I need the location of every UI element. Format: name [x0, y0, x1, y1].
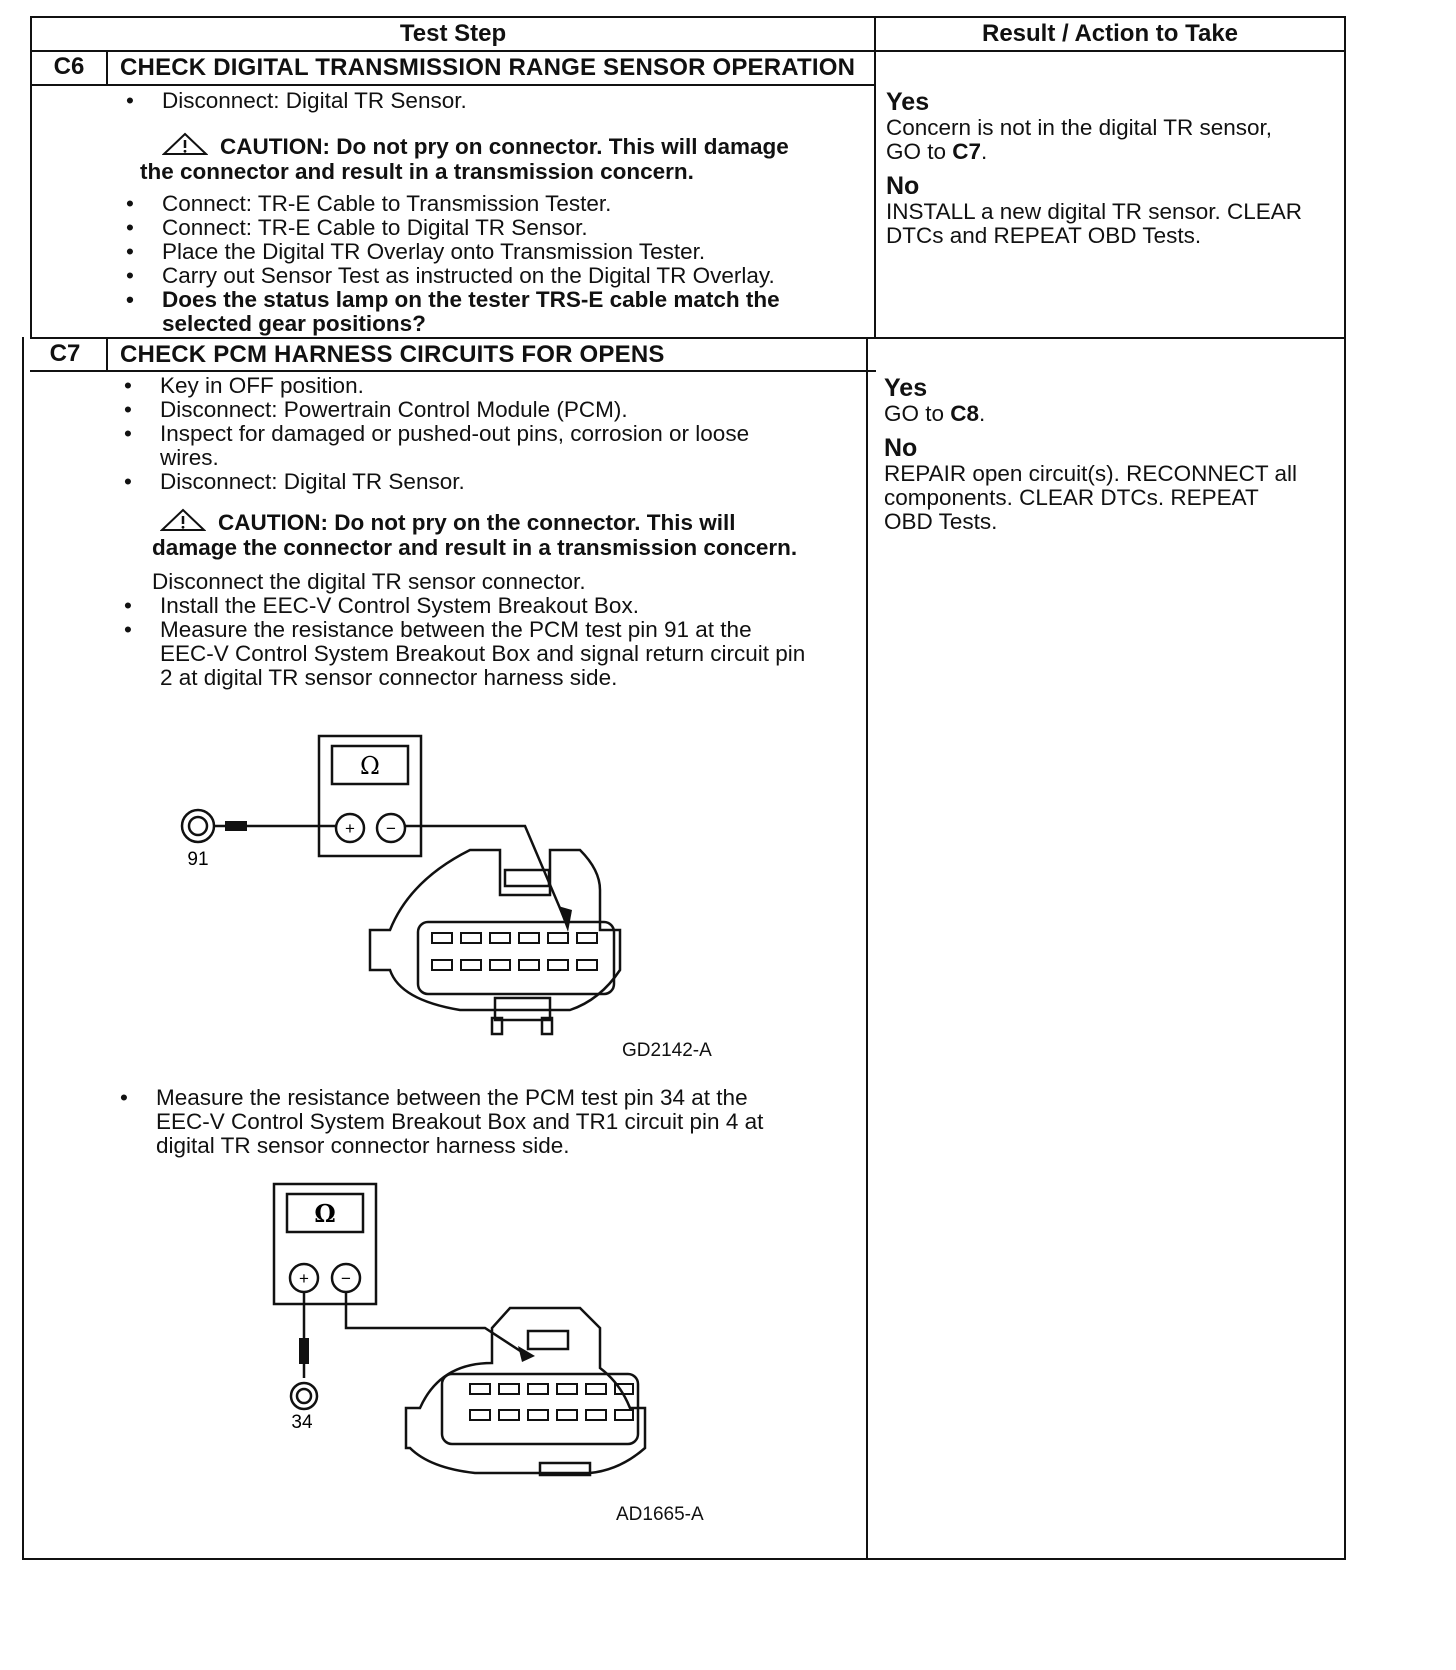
- tr-sensor-connector: [406, 1308, 645, 1475]
- tr-sensor-connector: [370, 849, 620, 1034]
- list-item: • Install the EEC-V Control System Breakout Box.: [124, 593, 639, 618]
- c7-result: [884, 374, 1340, 534]
- c7-caution: CAUTION: Do not pry on the connector. This will damage the connector and result in a transmission concern.: [152, 510, 798, 560]
- step-title-c7: CHECK PCM HARNESS CIRCUITS FOR OPENS: [120, 341, 665, 368]
- header-test-step: Test Step: [399, 20, 507, 47]
- pin-34-label: 34: [291, 1412, 313, 1433]
- figure-label-gd2142: GD2142-A: [622, 1040, 712, 1061]
- c7-yes-label: Yes: [884, 374, 928, 402]
- c7-step-list-b: [118, 594, 858, 690]
- c6-no-text: INSTALL a new digital TR sensor. CLEAR DTCs and REPEAT OBD Tests.: [886, 199, 1303, 248]
- c6-no-label: No: [886, 172, 920, 200]
- c7-step-list-c: [114, 1086, 854, 1158]
- c7-step-list-a: [118, 374, 858, 494]
- minus-sign: −: [386, 819, 396, 838]
- figure-label-ad1665: AD1665-A: [616, 1504, 704, 1525]
- pin-34-outer: [291, 1383, 317, 1409]
- list-item-question: • Does the status lamp on the tester TRS-E cable match the selected gear positions?: [126, 287, 780, 336]
- list-item: • Carry out Sensor Test as instructed on the Digital TR Overlay.: [126, 263, 775, 288]
- list-item: • Disconnect: Digital TR Sensor.: [124, 469, 465, 494]
- connector-pins: [470, 1384, 633, 1420]
- c7-disconnect-note: Disconnect the digital TR sensor connector.: [152, 569, 586, 594]
- minus-sign: −: [341, 1269, 351, 1288]
- warning-triangle-icon: [160, 508, 206, 532]
- figure-gd2142: [170, 730, 700, 1040]
- plus-sign: +: [299, 1269, 309, 1288]
- step-id-c6: C6: [53, 53, 85, 80]
- header-result-action: Result / Action to Take: [981, 20, 1239, 47]
- list-item: • Inspect for damaged or pushed-out pins, corrosion or loose wires.: [124, 421, 750, 470]
- connector-pins: [432, 933, 597, 970]
- list-item: • Measure the resistance between the PCM test pin 91 at the EEC-V Control System Breakout Box and signal return circuit pin 2 at digital TR sensor connector harness side.: [124, 617, 806, 690]
- probe-lead: [299, 1338, 309, 1364]
- c6-caution: CAUTION: Do not pry on connector. This will damage the connector and result in a transmission concern.: [140, 134, 789, 184]
- pin-91-outer: [182, 810, 214, 842]
- probe-lead: [225, 821, 247, 831]
- c6-step-list-b: [120, 192, 860, 336]
- c6-yes-text: Concern is not in the digital TR sensor, GO to C7.: [886, 115, 1273, 164]
- list-item: • Disconnect: Powertrain Control Module (PCM).: [124, 397, 628, 422]
- c7-no-label: No: [884, 434, 918, 462]
- step-title-c6: CHECK DIGITAL TRANSMISSION RANGE SENSOR OPERATION: [120, 54, 856, 81]
- c6-step-list-a: [120, 89, 860, 113]
- ohm-symbol: Ω: [314, 1199, 336, 1228]
- c6-result: [886, 88, 1342, 248]
- list-item: • Measure the resistance between the PCM test pin 34 at the EEC-V Control System Breakout Box and TR1 circuit pin 4 at digital TR sensor connector harness side.: [120, 1085, 764, 1158]
- step-id-c7: C7: [49, 340, 81, 367]
- list-item: • Place the Digital TR Overlay onto Transmission Tester.: [126, 239, 706, 264]
- plus-sign: +: [345, 819, 355, 838]
- ohm-symbol: Ω: [360, 752, 380, 780]
- figure-ad1665: [260, 1178, 680, 1478]
- c7-yes-text: GO to C8.: [884, 401, 986, 426]
- list-item: • Disconnect: Digital TR Sensor.: [126, 88, 467, 113]
- list-item: • Key in OFF position.: [124, 373, 364, 398]
- warning-triangle-icon: [162, 132, 208, 156]
- list-item: • Connect: TR-E Cable to Digital TR Sensor.: [126, 215, 588, 240]
- pin-91-label: 91: [187, 849, 209, 870]
- list-item: • Connect: TR-E Cable to Transmission Tester.: [126, 191, 612, 216]
- c7-no-text: REPAIR open circuit(s). RECONNECT all components. CLEAR DTCs. REPEAT OBD Tests.: [884, 461, 1298, 534]
- c6-yes-label: Yes: [886, 88, 930, 116]
